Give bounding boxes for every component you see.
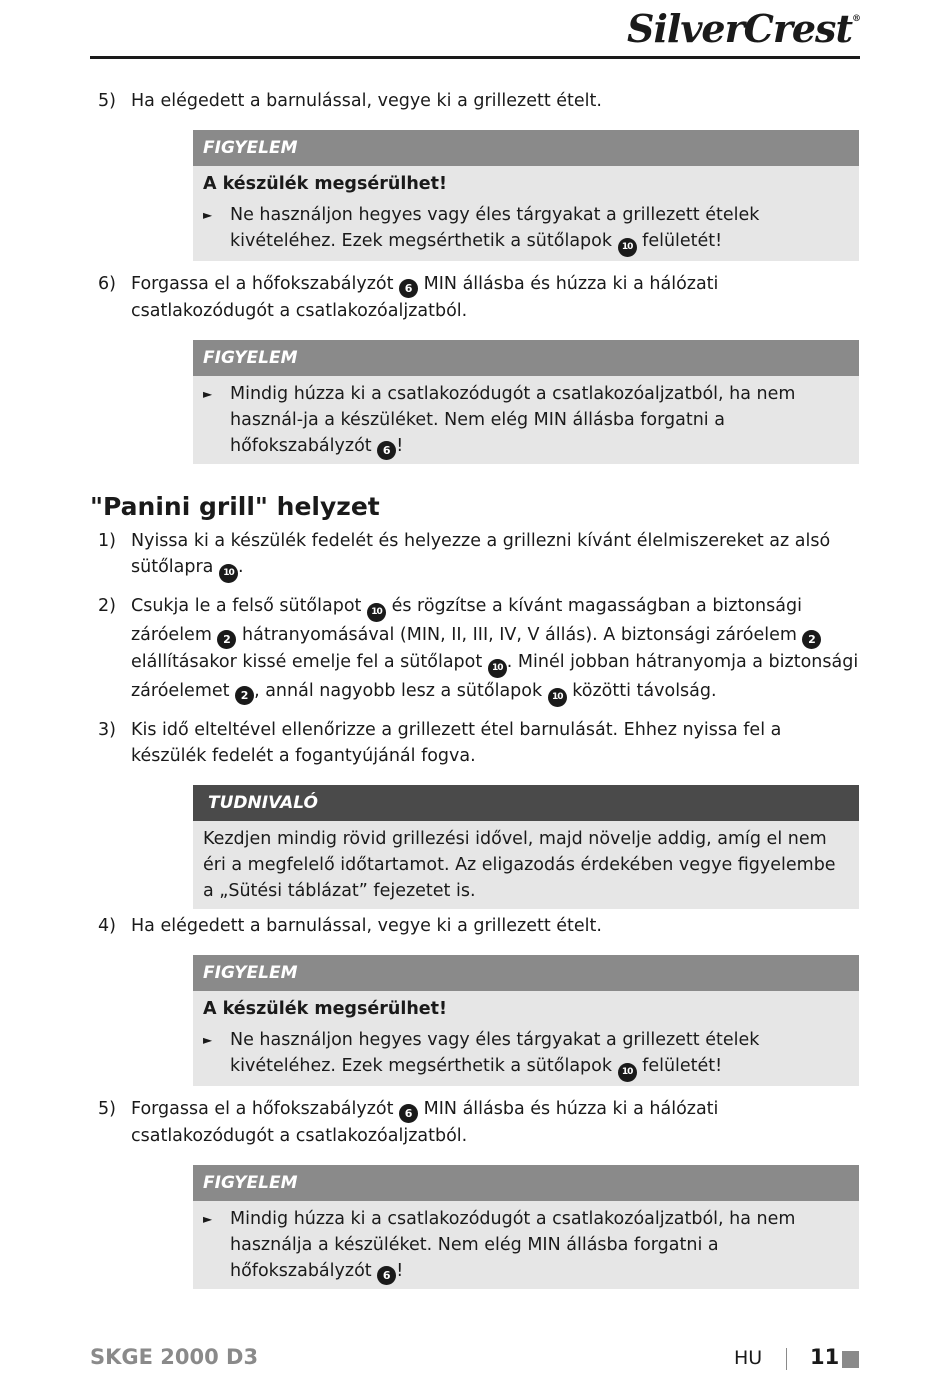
- circled-number-icon: 10: [618, 1063, 637, 1082]
- warning-bullet: ► Ne használjon hegyes vagy éles tárgyakat a grillezett ételek kivételéhez. Ezek megsérthetik a sütőlapok 10 felületét!: [203, 202, 849, 257]
- warning-bullet: ► Ne használjon hegyes vagy éles tárgyakat a grillezett ételek kivételéhez. Ezek megsérthetik a sütőlapok 10 felületét!: [203, 1027, 849, 1082]
- footer-separator: [786, 1348, 787, 1370]
- circled-number-icon: 10: [548, 688, 567, 707]
- step-6: 6) Forgassa el a hőfokszabályzót 6 MIN állásba és húzza ki a hálózati csatlakozódugót a csatlakozóaljzatból.: [98, 274, 719, 321]
- note-box: [193, 785, 859, 909]
- circled-number-icon: 6: [377, 1266, 396, 1285]
- bullet-arrow-icon: ►: [203, 1033, 213, 1047]
- panini-step-3: 3) Kis idő elteltével ellenőrizze a grillezett étel barnulását. Ehhez nyissa fel a készülék fedelét a fogantyújánál fogva.: [98, 720, 782, 766]
- circled-number-icon: 2: [802, 630, 821, 649]
- warning-bullet: ► Mindig húzza ki a csatlakozódugót a csatlakozóaljzatból, ha nem használ-ja a készüléket. Nem elég MIN állásba forgatni a hőfokszabályzót 6 !: [203, 381, 849, 460]
- circled-number-icon: 6: [377, 441, 396, 460]
- circled-number-icon: 2: [217, 630, 236, 649]
- warning-header: FIGYELEM: [193, 1165, 859, 1201]
- warning-header: FIGYELEM: [193, 130, 859, 166]
- warning-subtitle: A készülék megsérülhet!: [203, 174, 448, 194]
- circled-number-icon: 6: [399, 1104, 418, 1123]
- section-title: "Panini grill" helyzet: [90, 492, 380, 521]
- circled-number-icon: 10: [219, 564, 238, 583]
- note-header: TUDNIVALÓ: [193, 785, 859, 821]
- warning-header: FIGYELEM: [193, 955, 859, 991]
- footer-square-icon: [842, 1351, 859, 1368]
- bullet-arrow-icon: ►: [203, 387, 213, 401]
- step-5-first: 5) Ha elégedett a barnulással, vegye ki a grillezett ételt.: [98, 91, 602, 111]
- panini-step-4: 4) Ha elégedett a barnulással, vegye ki a grillezett ételt.: [98, 916, 602, 936]
- circled-number-icon: 10: [367, 603, 386, 622]
- warning-bullet: ► Mindig húzza ki a csatlakozódugót a csatlakozóaljzatból, ha nem használja a készüléket. Nem elég MIN állásba forgatni a hőfokszabályzót 6 !: [203, 1206, 849, 1285]
- circled-number-icon: 10: [618, 238, 637, 257]
- bullet-arrow-icon: ►: [203, 208, 213, 222]
- warning-header: FIGYELEM: [193, 340, 859, 376]
- warning-box-3: [193, 955, 859, 1086]
- bullet-arrow-icon: ►: [203, 1212, 213, 1226]
- warning-box-4: [193, 1165, 859, 1289]
- warning-box-1: [193, 130, 859, 261]
- panini-step-2: 2) Csukja le a felső sütőlapot 10 és rögzítse a kívánt magasságban a biztonsági záróelem 2 hátranyomásával (MIN, II, III, IV, V állás). A biztonsági záróelem 2 elállításakor kissé emelje fel a sütőlapot 10 . Minél jobban hátranyomja a biztonsági záróelemet 2 , annál nagyobb lesz a sütőlapok 10 közötti távolság.: [90, 593, 859, 707]
- circled-number-icon: 2: [235, 686, 254, 705]
- page-content: [90, 88, 859, 1299]
- panini-step-5: 5) Forgassa el a hőfokszabályzót 6 MIN állásba és húzza ki a hálózati csatlakozódugót a csatlakozóaljzatból.: [98, 1099, 719, 1146]
- warning-box-2: [193, 340, 859, 464]
- header-rule: [90, 56, 860, 59]
- note-text: Kezdjen mindig rövid grillezési idővel, majd növelje addig, amíg el nem éri a megfelelő időtartamot. Az eligazodás érdekében vegye figyelembe a „Sütési táblázat” fejezetet is.: [203, 829, 836, 901]
- footer-model: SKGE 2000 D3: [90, 1345, 259, 1369]
- circled-number-icon: 6: [399, 279, 418, 298]
- footer-language: HU: [734, 1347, 763, 1369]
- brand-logo: SilverCrest®: [627, 6, 860, 51]
- page-number: 11: [810, 1345, 840, 1369]
- warning-subtitle: A készülék megsérülhet!: [203, 999, 448, 1019]
- circled-number-icon: 10: [488, 659, 507, 678]
- panini-step-1: 1) Nyissa ki a készülék fedelét és helyezze a grillezni kívánt élelmiszereket az alsó sütőlapra 10 .: [90, 528, 859, 583]
